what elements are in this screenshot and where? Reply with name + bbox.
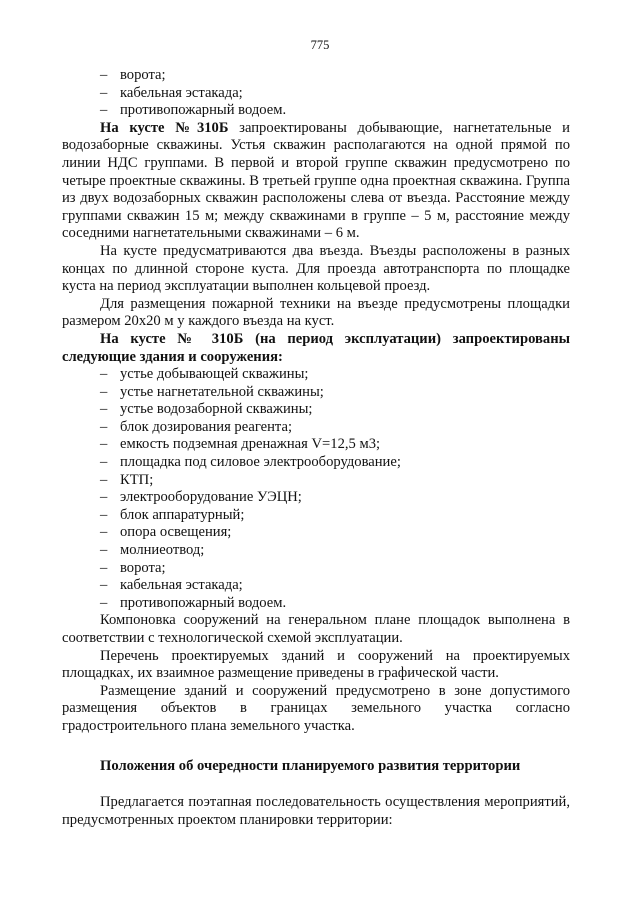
paragraph-fire-platforms: Для размещения пожарной техники на въезде предусмотрены площадки размером 20х20 м у каждого въезда на куст. — [62, 295, 570, 330]
paragraph-stages: Предлагается поэтапная последовательность осуществления мероприятий, предусмотренных проектом планировки территории: — [62, 794, 570, 828]
dash: – — [100, 84, 108, 101]
list-item: – блок дозирования реагента; — [100, 418, 293, 435]
list-top — [62, 67, 570, 120]
list-item: – противопожарный водоем. — [100, 594, 287, 611]
paragraph-placement: Размещение зданий и сооружений предусмотрено в зоне допустимого размещения объектов в границах земельного участка согласно градостроительного плана земельного участка. — [62, 682, 570, 734]
list-item: – устье нагнетательной скважины; — [100, 383, 324, 400]
list-item: – площадка под силовое электрооборудование; — [100, 454, 401, 471]
dash: – — [100, 67, 108, 83]
paragraph-buildings-intro: На кусте № 310Б (на период эксплуатации) запроектированы следующие здания и сооружения: — [62, 330, 570, 365]
paragraph-cluster-description: На кусте №310Б запроектированы добывающие, нагнетательные и водозаборные скважины. Устья скважин располагаются на одной прямой по линии НДС группами. В первой и второй группе скважин предусмотрено по четыре проектные скважины. В третьей группе одна проектная скважина. Группа из двух водозаборных скважин расположены слева от въезда. Расстояние между группами скважин 15 м; между скважинами в группе – 5 м, расстояние между соседними нагнетательными скважинами – 6 м. — [62, 119, 570, 242]
list-item: – кабельная эстакада; — [100, 84, 243, 101]
list-item: – ворота; — [100, 67, 166, 83]
paragraph-layout: Компоновка сооружений на генеральном плане площадок выполнена в соответствии с технологической схемой эксплуатации. — [62, 612, 570, 646]
list-item: – кабельная эстакада; — [100, 577, 243, 594]
list-item: – блок аппаратурный; — [100, 506, 245, 523]
list-item: – опора освещения; — [100, 524, 232, 541]
paragraph-list-reference: Перечень проектируемых зданий и сооружений на проектируемых площадках, их взаимное размещение приведены в графической части. — [62, 647, 570, 682]
list-item: – противопожарный водоем. — [100, 102, 287, 119]
list-item: – КТП; — [100, 471, 154, 488]
page-number: 775 — [310, 38, 330, 52]
list-item: – электрооборудование УЭЦН; — [100, 489, 302, 506]
list-item: – ворота; — [100, 559, 166, 576]
document-body — [62, 67, 570, 829]
dash: – — [100, 102, 108, 119]
list-item: – молниеотвод; — [100, 542, 205, 559]
list-buildings — [62, 366, 570, 612]
list-item: – устье добывающей скважины; — [100, 366, 309, 383]
paragraph-entrances: На кусте предусматриваются два въезда. Въезды расположены в разных концах по длинной стороне куста. Для проезда автотранспорта по площадке куста на период эксплуатации выполнен кольцевой проезд. — [62, 242, 570, 295]
list-item: – емкость подземная дренажная V=12,5 м3; — [100, 436, 381, 453]
section-heading: Положения об очередности планируемого развития территории — [100, 757, 521, 774]
list-item: – устье водозаборной скважины; — [100, 401, 313, 418]
bold-lead: На кусте №310Б — [100, 119, 229, 136]
